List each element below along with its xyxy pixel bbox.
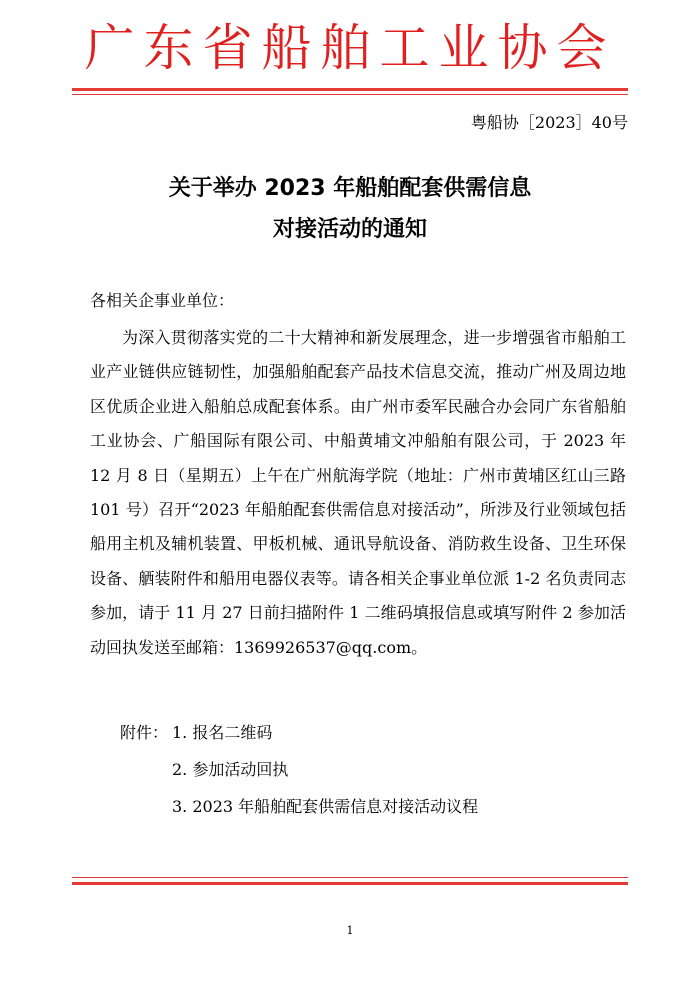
document-title-line-2: 对接活动的通知 xyxy=(272,217,427,242)
attachment-item: 1. 报名二维码 xyxy=(172,723,273,742)
salutation: 各相关企事业单位： xyxy=(90,291,235,310)
footer-rule-thin xyxy=(72,877,628,878)
document-title-line-1: 关于举办 2023 年船舶配套供需信息 xyxy=(168,176,532,201)
footer-rule-thick xyxy=(72,882,628,885)
attachments-label: 附件： xyxy=(120,723,169,742)
masthead-title: 广东省船舶工业协会 xyxy=(84,19,616,77)
page-number: 1 xyxy=(346,924,354,937)
masthead-rule-thick xyxy=(72,88,628,91)
masthead-rule-thin xyxy=(72,94,628,95)
document-number: 粤船协［2023］40号 xyxy=(470,113,628,132)
attachment-item: 2. 参加活动回执 xyxy=(172,760,289,779)
body-paragraph: 为深入贯彻落实党的二十大精神和新发展理念，进一步增强省市船舶工业产业链供应链韧性，加强船舶配套产品技术信息交流，推动广州及周边地区优质企业进入船舶总成配套体系。由广州市委军民融合办会同广东省船舶工业协会、广船国际有限公司、中船黄埔文冲船舶有限公司，于 2023 年 12 月 8 日（星期五）上午在广州航海学院（地址：广州市黄埔区红山三路 101 号）召开“2023 年船舶配套供需信息对接活动”，所涉及行业领域包括船用主机及辅机装置、甲板机械、通讯导航设备、消防救生设备、卫生环保设备、舾装附件和船用电器仪表等。请各相关企事业单位派 1-2 名负责同志参加，请于 11 月 27 日前扫描附件 1 二维码填报信息或填写附件 2 参加活动回执发送至邮箱：1369926537@qq.com。 xyxy=(90,328,626,657)
attachment-item: 3. 2023 年船舶配套供需信息对接活动议程 xyxy=(172,797,479,816)
